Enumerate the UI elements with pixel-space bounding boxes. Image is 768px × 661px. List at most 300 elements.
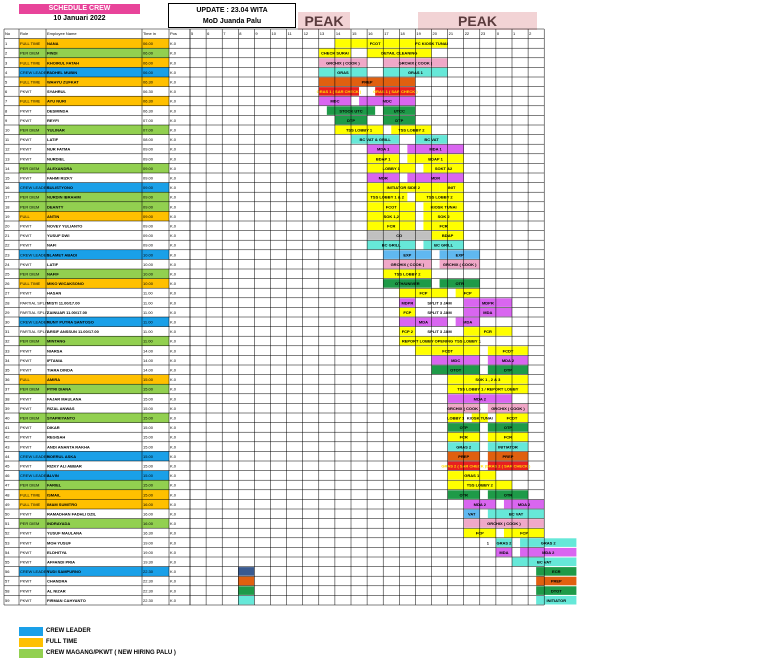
employee-name: AL NIZAR (47, 588, 66, 594)
shift-label: INITIATOR SIDE 2 (386, 185, 421, 191)
position: K.0 (170, 271, 177, 277)
employee-name: FARIEL (47, 482, 62, 488)
row-number: 17 (5, 194, 10, 200)
time-in: 15.00 (143, 415, 154, 421)
time-in: 16.00 (143, 501, 154, 507)
position: K.0 (170, 137, 177, 143)
row-role: FULL TIME (20, 492, 41, 498)
time-in: 09.00 (143, 165, 154, 171)
employee-name: ISMAIL (47, 492, 61, 498)
shift-label: BC VAT (508, 511, 524, 517)
employee-name: ALEXANDRA (47, 165, 73, 171)
shift-label: MDC (451, 357, 461, 363)
shift-label: OTR (459, 492, 468, 498)
shift-label: OTP (503, 425, 513, 431)
row-number: 34 (5, 357, 10, 363)
employee-name: NUNY PUTRA SANTOSO (47, 319, 94, 325)
shift-label: FCP (419, 290, 428, 296)
shift-label: BC GRILL (434, 242, 454, 248)
employee-name: FADHEL MUBIN (47, 69, 78, 75)
row-number: 23 (5, 252, 10, 258)
col-header-hour: 13 (319, 31, 325, 36)
row-role: PKWT (20, 108, 32, 114)
shift-label: KIOSK TUNAI (466, 415, 493, 421)
time-in: 06.00 (143, 69, 154, 75)
shift-label: FCDT (506, 415, 518, 421)
col-header-hour: 16 (368, 31, 373, 36)
shift-label: GRAS 2 (456, 444, 472, 450)
shift-label: FCR (459, 434, 468, 440)
col-header-role: Role (20, 31, 29, 36)
position: K.0 (170, 569, 177, 575)
time-in: 09.00 (143, 194, 154, 200)
employee-name: ZAINUAR 11.00/17.00 (47, 309, 88, 315)
employee-name: RIZKY ALI ABBAR (47, 463, 82, 469)
position: K.0 (170, 127, 177, 133)
position: K.0 (170, 117, 177, 123)
row-number: 51 (5, 521, 10, 527)
employee-name: LATIF (47, 261, 59, 267)
time-in: 15.00 (143, 377, 154, 383)
employee-name: NOERUL ASKA (47, 453, 77, 459)
shift-label: INITIATOR (546, 597, 567, 603)
position: K.0 (170, 492, 177, 498)
time-in: 15.00 (143, 386, 154, 392)
row-number: 15 (5, 175, 10, 181)
row-role: PKWT (20, 146, 32, 152)
time-in: 16.00 (143, 521, 154, 527)
shift-label: GRAS 2 (496, 540, 512, 546)
shift-label: CHECK SURAI (321, 50, 349, 56)
shift-label: VAT (468, 511, 476, 517)
shift-label: FCP (520, 530, 529, 536)
shift-label: MDA 2 (473, 396, 486, 402)
row-role: PER DIEM (20, 194, 40, 200)
shift-label: MDPR (481, 300, 494, 306)
row-number: 45 (5, 463, 10, 469)
row-role: PKWT (20, 290, 32, 296)
schedule-title: SCHEDULE CREW (19, 4, 140, 14)
employee-name: YULINAR (47, 127, 65, 133)
shift-label: GRAS 1 ( SAR CHECK ) (316, 89, 362, 95)
shift-label: LOBBY 1 (382, 165, 400, 171)
row-number: 20 (5, 223, 10, 229)
row-role: PER DIEM (20, 386, 40, 392)
shift-label: BC VAT (537, 559, 552, 565)
time-in: 22.30 (143, 588, 154, 594)
name-cell (46, 39, 142, 49)
employee-name: NURDIEL (47, 156, 65, 162)
position: K.0 (170, 165, 177, 171)
position: K.0 (170, 69, 177, 75)
position: K.0 (170, 377, 177, 383)
peak-label-morning: PEAK (298, 12, 350, 30)
col-header-time: Time in (143, 31, 156, 36)
col-header-hour: 10 (271, 31, 276, 36)
shift-label: GRAS 2 (540, 540, 556, 546)
employee-name: FAHMI RIZKY (47, 175, 73, 181)
time-in: 11.00 (143, 309, 153, 315)
row-number: 7 (5, 98, 8, 104)
shift-label: TSS LOBBY 1 (454, 338, 481, 344)
legend-swatch (19, 627, 43, 636)
shift-label: PREP (458, 453, 470, 459)
shift-label: MDA 2 (501, 357, 515, 363)
shift-label: MDR (378, 175, 388, 181)
row-number: 10 (5, 127, 10, 133)
time-in: 07.00 (143, 117, 154, 123)
employee-name: FAJAR MAULANA (47, 396, 82, 402)
row-number: 8 (5, 108, 8, 114)
row-role: PKWT (20, 405, 32, 411)
row-number: 26 (5, 281, 10, 287)
shift-label: MDA 1 (377, 146, 390, 152)
time-in: 11.00 (143, 300, 153, 306)
employee-name: DEANTY (47, 204, 64, 210)
shift-label: SPLIT 3 JAM (427, 300, 452, 306)
col-header-hour: 17 (384, 31, 389, 36)
shift-label: EXP (455, 252, 464, 258)
position: K.0 (170, 242, 177, 248)
name-cell (46, 269, 142, 279)
employee-name: ALVIN (47, 473, 59, 479)
shift-label: PREP (550, 578, 562, 584)
shift-label: FC KIOSK TUNAI (415, 41, 448, 47)
time-in: 16.30 (143, 530, 154, 536)
position: K.0 (170, 386, 177, 392)
shift-label: GRAS 2 ( SAR CHECK ) (441, 463, 487, 469)
row-role: CREW LEADER (20, 319, 50, 325)
row-role: PARTIAL SPLIT (20, 300, 49, 306)
employee-name: NAFIF (47, 271, 59, 277)
employee-name: NUR FATMA (47, 146, 71, 152)
row-role: PKWT (20, 223, 32, 229)
shift-label: TSS LOBBY 1 & 2 (370, 194, 404, 200)
shift-label: MDA 1 (429, 146, 442, 152)
row-number: 21 (5, 233, 10, 239)
row-role: PKWT (20, 357, 32, 363)
row-role: PKWT (20, 463, 32, 469)
row-number: 14 (5, 165, 10, 171)
shift-label: FCDT (442, 348, 453, 354)
shift-label: SOKT &2 (434, 165, 453, 171)
shift-label: FCOT (385, 204, 397, 210)
legend-label: CREW LEADER (46, 628, 91, 634)
row-number: 6 (5, 89, 8, 95)
position: K.0 (170, 309, 177, 315)
shift-label: REPORT LOBBY OPENING (401, 338, 454, 344)
time-in: 22.30 (143, 578, 154, 584)
shift-label: FCP (475, 530, 484, 536)
shift-label: FCR (483, 329, 492, 335)
shift-label: MDA (499, 549, 509, 555)
time-in: 11.00 (143, 319, 153, 325)
row-number: 30 (5, 319, 10, 325)
col-header-name: Employee Name (47, 31, 77, 36)
position: K.0 (170, 79, 177, 85)
shift-label: GRCHIX ( COOK ) (442, 261, 477, 267)
position: K.0 (170, 233, 177, 239)
shift-label: PREP (502, 453, 514, 459)
row-number: 58 (5, 588, 10, 594)
row-role: PKWT (20, 588, 32, 594)
position: K.0 (170, 261, 177, 267)
legend-label: FULL TIME (46, 639, 78, 645)
col-header-hour: 14 (335, 31, 341, 36)
time-in: 14.00 (143, 367, 154, 373)
shift-label: FCP 2 (401, 329, 413, 335)
position: K.0 (170, 185, 177, 191)
store-location: MoD Juanda Palu (202, 18, 262, 25)
shift-label: FCR (387, 223, 396, 229)
row-role: FULL (20, 213, 30, 219)
time-in: 15.00 (143, 453, 154, 459)
shift-bar (238, 567, 254, 576)
employee-name: NAFI (47, 242, 57, 248)
shift-label: GRCHIX ( COOK ) (491, 405, 525, 411)
legend-swatch (19, 638, 43, 647)
time-in: 19.30 (143, 559, 154, 565)
row-role: CREW LEADER (20, 252, 50, 258)
shift-label: MDA 2 (473, 501, 486, 507)
shift-label: MDA (418, 319, 429, 325)
time-in: 08.00 (143, 137, 154, 143)
position: K.0 (170, 521, 177, 527)
position: K.0 (170, 319, 177, 325)
position: K.0 (170, 578, 177, 584)
shift-label: MDA 2 (542, 549, 555, 555)
row-number: 11 (5, 137, 10, 143)
employee-name: RAMADHAN FADHLI DZIL (47, 511, 97, 517)
employee-name: SLAMET ABADI (47, 252, 78, 258)
employee-name: YUDI SAMPURNO (47, 569, 82, 575)
row-number: 22 (5, 242, 10, 248)
employee-name: RIZAL ANWAS (47, 405, 75, 411)
col-header-hour: 15 (352, 31, 357, 36)
row-role: PKWT (20, 597, 32, 603)
row-number: 42 (5, 434, 10, 440)
time-in: 15.00 (143, 405, 154, 411)
shift-label: BDAP (441, 233, 454, 239)
row-role: PKWT (20, 367, 32, 373)
row-role: FULL TIME (20, 281, 41, 287)
employee-name: NANA (47, 41, 59, 47)
row-number: 50 (5, 511, 10, 517)
time-in: 10.00 (143, 281, 154, 287)
col-header-hour: 19 (416, 31, 421, 36)
employee-name: AMIRA (47, 377, 61, 383)
time-in: 15.00 (143, 434, 154, 440)
employee-name: NURDIN IBRAHIM (47, 194, 81, 200)
name-cell (46, 48, 142, 58)
shift-label: ECR (552, 569, 561, 575)
time-in: 15.00 (143, 482, 154, 488)
row-role: PKWT (20, 89, 32, 95)
shift-label: SPLIT 3 JAM (427, 329, 452, 335)
row-role: PKWT (20, 348, 32, 354)
position: K.0 (170, 89, 177, 95)
time-in: 15.00 (143, 425, 154, 431)
shift-bar (238, 596, 254, 605)
employee-name: FIRMAN CAHYANTO (47, 597, 86, 603)
row-role: PER DIEM (20, 338, 40, 344)
time-in: 15.00 (143, 473, 154, 479)
row-role: CREW LEADER (20, 453, 50, 459)
position: K.0 (170, 348, 177, 354)
row-role: PKWT (20, 549, 32, 555)
employee-name: DIKAR (47, 425, 60, 431)
shift-label: BDAP 1 (428, 156, 443, 162)
shift-bar (238, 577, 254, 586)
col-header-hour: 18 (400, 31, 405, 36)
time-in: 22.30 (143, 597, 154, 603)
row-role: CREW LEADER (20, 473, 50, 479)
row-role: PER DIEM (20, 204, 40, 210)
employee-name: PITRI DIANA (47, 386, 71, 392)
row-role: PKWT (20, 137, 32, 143)
row-number: 16 (5, 185, 10, 191)
row-role: PER DIEM (20, 50, 40, 56)
row-number: 3 (5, 60, 8, 66)
shift-label: FCR (439, 223, 448, 229)
shift-label: CO (396, 233, 403, 239)
row-role: PKWT (20, 242, 32, 248)
position: K.0 (170, 482, 177, 488)
shift-label: FCOT (369, 41, 381, 47)
employee-name: DESMINDA (47, 108, 69, 114)
position: K.0 (170, 540, 177, 546)
row-number: 29 (5, 309, 10, 315)
time-in: 14.00 (143, 357, 154, 363)
shift-label: OTH/UNIVER (395, 281, 420, 287)
position: K.0 (170, 108, 177, 114)
time-in: 06.00 (143, 41, 154, 47)
row-number: 44 (5, 453, 10, 459)
shift-label: GRAS 1 ( SAR CHECK ) (372, 89, 418, 95)
time-in: 07.00 (143, 127, 154, 133)
row-number: 18 (5, 204, 10, 210)
legend-swatch (19, 649, 43, 658)
time-in: 14.00 (143, 348, 154, 354)
shift-label: MDC (330, 98, 340, 104)
position: K.0 (170, 146, 177, 152)
row-number: 46 (5, 473, 10, 479)
col-header-hour: 21 (448, 31, 454, 36)
shift-label: DTP (503, 367, 512, 373)
row-role: CREW LEADER (20, 69, 50, 75)
shift-label: UTCC (393, 108, 405, 114)
col-header-hour: 22 (464, 31, 470, 36)
row-role: FULL TIME (20, 79, 41, 85)
shift-label: FCP (403, 309, 412, 315)
time-in: 06.30 (143, 79, 154, 85)
position: K.0 (170, 98, 177, 104)
row-role: PER DIEM (20, 165, 40, 171)
position: K.0 (170, 396, 177, 402)
shift-label: DETAIL CLEANING (381, 50, 418, 56)
row-role: PER DIEM (20, 127, 40, 133)
row-number: 56 (5, 569, 10, 575)
time-in: 11.00 (143, 338, 153, 344)
employee-name: NIARSA (47, 348, 63, 354)
employee-name: YUSUF DWI (47, 233, 70, 239)
row-role: PARTIAL SPLIT (20, 309, 49, 315)
row-number: 27 (5, 290, 10, 296)
row-number: 59 (5, 597, 10, 603)
shift-label: OTP (459, 425, 468, 431)
time-in: 15.00 (143, 492, 154, 498)
shift-label: OTOT (450, 367, 462, 373)
shift-label: MDA 2 (517, 501, 531, 507)
time-in: 15.00 (143, 444, 154, 450)
col-header-hour: 8 (239, 31, 242, 36)
row-number: 40 (5, 415, 10, 421)
shift-label: MDPR (401, 300, 414, 306)
shift-label: BC GRILL (381, 242, 401, 248)
row-number: 52 (5, 530, 10, 536)
shift-label: SOK 2 (437, 213, 450, 219)
time-in: 16.00 (143, 511, 154, 517)
shift-label: GRAS 1 (407, 69, 423, 75)
employee-name: MINTANG (47, 338, 66, 344)
row-number: 53 (5, 540, 10, 546)
position: K.0 (170, 156, 177, 162)
row-role: FULL TIME (20, 60, 41, 66)
shift-label: GRCHIX ( COOK ) (487, 521, 521, 527)
time-in: 11.00 (143, 290, 153, 296)
shift-label: TSS LOBBY 2 (394, 271, 421, 277)
row-number: 25 (5, 271, 10, 277)
position: K.0 (170, 290, 177, 296)
shift-label: TSS LOBBY 2 (466, 482, 493, 488)
time-in: 15.00 (143, 463, 154, 469)
time-in: 06.30 (143, 98, 154, 104)
position: K.0 (170, 60, 177, 66)
legend-label: CREW MAGANG/PKWT ( NEW HIRING PALU ) (46, 650, 176, 656)
col-header-hour: 6 (207, 31, 210, 36)
row-number: 47 (5, 482, 10, 488)
employee-name: MIKO WICAKSONO (47, 281, 84, 287)
shift-label: GRAS 1 (464, 473, 480, 479)
shift-label: BC VAT (424, 137, 439, 143)
time-in: 06.30 (143, 89, 154, 95)
shift-label: SOK 1,2 (383, 213, 399, 219)
shift-label: LOBBY 1 (447, 415, 465, 421)
shift-label: INIT (447, 185, 456, 191)
shift-label: BDAP 1 (375, 156, 391, 162)
time-in: 09.00 (143, 204, 154, 210)
employee-name: CHANDRA (47, 578, 68, 584)
row-role: PER DIEM (20, 271, 40, 277)
shift-label: STOCK UTC (339, 108, 363, 114)
employee-name: ELDHITYA (47, 549, 67, 555)
row-role: PKWT (20, 530, 32, 536)
shift-label: DTP (347, 117, 355, 123)
row-role: FULL (20, 377, 30, 383)
col-header-hour: 12 (303, 31, 309, 36)
position: K.0 (170, 223, 177, 229)
row-number: 28 (5, 300, 10, 306)
shift-label: GRAS 2 ( SAR CHECK ) (485, 463, 531, 469)
row-number: 36 (5, 377, 10, 383)
col-header-hour: 5 (191, 31, 194, 36)
name-cell (46, 471, 142, 481)
row-number: 43 (5, 444, 10, 450)
position: K.0 (170, 597, 177, 603)
time-in: 09.00 (143, 156, 154, 162)
shift-label: TSS LOBBY 1 / REPORT LOBBY (457, 386, 519, 392)
employee-name: INDRAYADA (47, 521, 71, 527)
